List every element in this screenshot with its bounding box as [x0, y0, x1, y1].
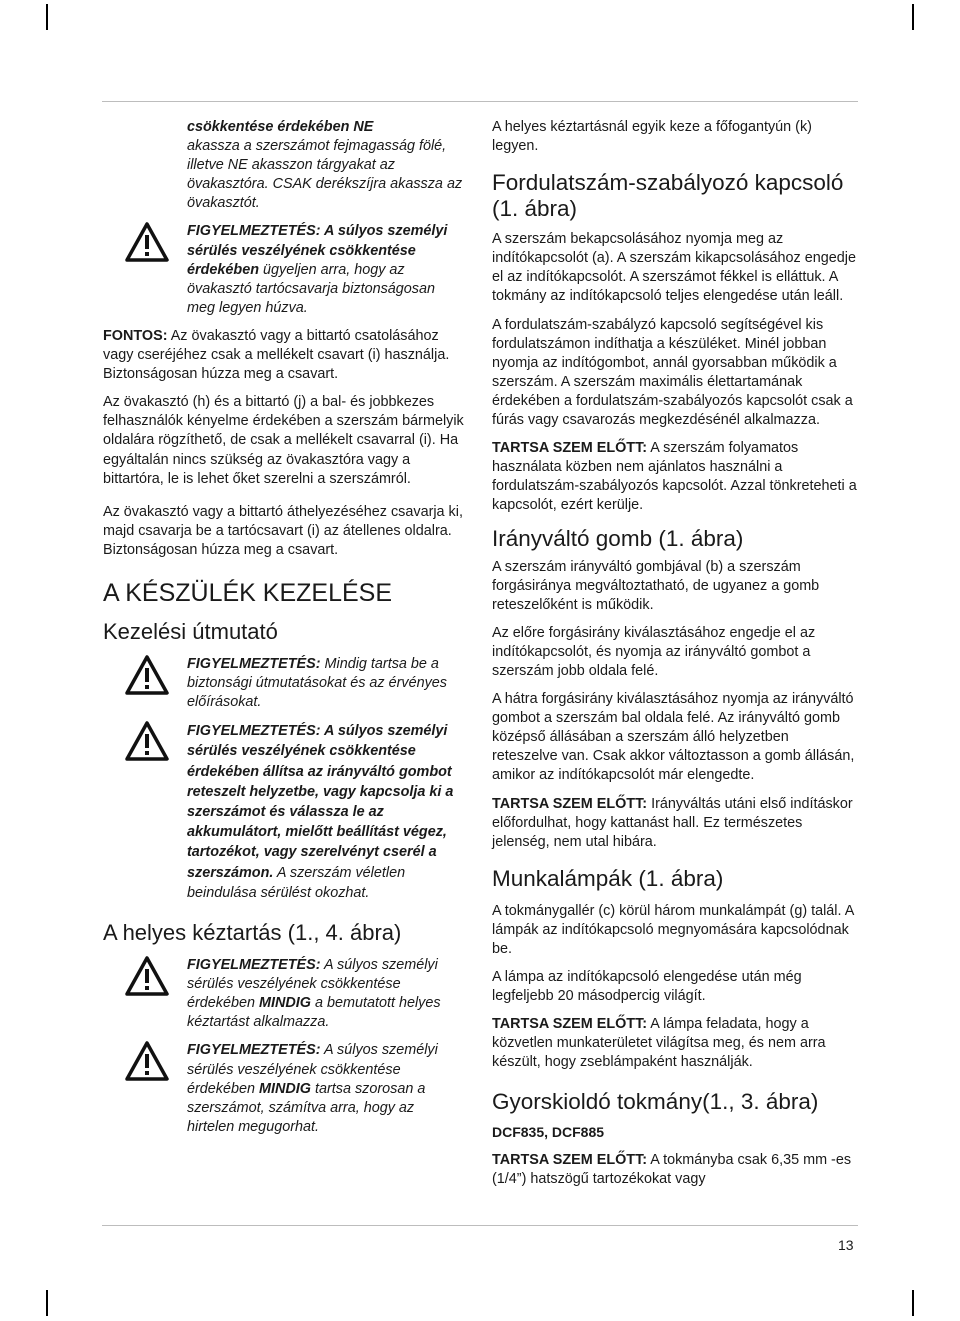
top-rule — [102, 101, 858, 102]
body-paragraph: Az övakasztó vagy a bittartó áthelyezéséhez csavarja ki, majd csavarja be a tartócsavart (i) az átellenes oldalra. Biztonságosan húzza meg a csavart. — [103, 503, 463, 558]
note-label: TARTSA SZEM ELŐTT: — [492, 440, 648, 457]
body-paragraph: A fordulatszám-szabályzó kapcsoló segítségével kis fordulatszámon indíthatja a készüléket. Minél jobban nyomja az indítógombot, annál gyorsabban működik a szerszám. A szerszám maximális élettartamának érdekében a fordulatszám-szabályozós kapcsolót csak a fúrás vagy csavarozás megkezdésénél alkalmazza. — [492, 316, 853, 429]
section-heading: A KÉSZÜLÉK KEZELÉSE — [103, 578, 393, 607]
crop-mark — [912, 4, 914, 30]
warning-lead: FIGYELMEZTETÉS: A súlyos személyi sérülés veszélyének csökkentése érdekében — [187, 223, 448, 278]
warning-text — [187, 118, 465, 213]
warning-body: ügyeljen arra, hogy az övakasztó tartócsavarja biztonságosan meg legyen húzva. — [187, 261, 435, 316]
warning-icon — [103, 1041, 187, 1081]
warning-lead: csökkentése érdekében NE — [187, 119, 374, 135]
subsection-heading: Fordulatszám-szabályozó kapcsoló (1. ábra) — [492, 170, 844, 222]
warning-text — [187, 222, 465, 317]
body-paragraph: A hátra forgásirány kiválasztásához nyomja az irányváltó gombot a szerszám bal oldala felé. Az irányváltó gomb középső állásában a szerszám álló helyzetben reteszelve van. Csak akkor változtasson a gomb állásán, amikor az indítókapcsolót már elengedte. — [492, 691, 855, 784]
body-paragraph: A helyes kéztartásnál egyik keze a főfogantyún (k) legyen. — [492, 119, 812, 155]
warning-lead: FIGYELMEZTETÉS: — [187, 655, 321, 672]
body-paragraph: A szerszám irányváltó gombjával (b) a szerszám forgásiránya megváltoztatható, de ugyanez a gomb reteszelőként is működik. — [492, 558, 820, 613]
note-label: TARTSA SZEM ELŐTT: — [492, 1151, 648, 1168]
note-text: A szerszám folyamatos használata közben nem ajánlatos használni a fordulatszám-szabályozós kapcsolót. Azzal tönkreteheti a kapcsolót, ezért kerülje. — [492, 440, 857, 514]
body-paragraph: A szerszám bekapcsolásához nyomja meg az indítókapcsolót (a). A szerszám kikapcsolásához engedje el az indítókapcsolót. A szerszámot fékkel is elláttuk. A tokmány az indítókapcsoló teljes elengedése után leáll. — [492, 231, 856, 305]
subsection-heading: Irányváltó gomb (1. ábra) — [492, 525, 744, 551]
subsection-heading: Munkalámpák (1. ábra) — [492, 865, 724, 891]
note-text: Az övakasztó vagy a bittartó csatolásához vagy cseréjéhez csak a mellékelt csavart (i) használja. Biztonságosan húzza meg a csavart. — [103, 327, 450, 383]
body-paragraph: A lámpa az indítókapcsoló elengedése után még legfeljebb 20 másodpercig világít. — [492, 969, 802, 1005]
note-text: A lámpa feladata, hogy a közvetlen munkaterületet világítsa meg, és nem arra készült, hogy zseblámpaként használják. — [492, 1016, 826, 1071]
warning-lead: FIGYELMEZTETÉS: — [187, 1042, 321, 1059]
warning-body: a bemutatott helyes kéztartást alkalmazza. — [187, 995, 441, 1031]
warning-body: tartsa szorosan a szerszámot, számítva arra, hogy az hirtelen megugorhat. — [187, 1080, 426, 1135]
note-text: Irányváltás utáni első indításkor előfordulhat, hogy kattanást hall. Ez természetes jelenség, nem utal hibára. — [492, 795, 853, 850]
right-column — [492, 118, 858, 1189]
warning-emphasis: MINDIG — [259, 995, 311, 1012]
warning-block — [103, 721, 465, 903]
warning-block — [103, 655, 465, 712]
bottom-rule — [102, 1225, 858, 1226]
body-paragraph: Az előre forgásirány kiválasztásához engedje el az indítókapcsolót, és nyomja az irányváltó gombot a szerszám jobb oldala felé. — [492, 624, 816, 679]
note-label: FONTOS: — [103, 327, 168, 344]
crop-mark — [46, 4, 48, 30]
subsection-heading: A helyes kéztartás (1., 4. ábra) — [103, 920, 402, 946]
page-number: 13 — [838, 1237, 854, 1253]
body-paragraph: Az övakasztó (h) és a bittartó (j) a bal- és jobbkezes felhasználók kényelme érdekében a szerszám bármelyik oldalára rögzíthető, de csak a mellékelt csavarral (i). Ha egyáltalán nincs szükség az övakasztóra vagy a bittartóra, le is lehet őket szerelni a szerszámról. — [103, 394, 464, 487]
warning-text — [187, 721, 465, 903]
left-column — [103, 118, 465, 1137]
note-paragraph — [492, 1015, 858, 1072]
warning-body: akassza a szerszámot fejmagasság fölé, illetve NE akasszon tárgyakat az övakasztóra. CSAK derékszíjra akassza az övakasztót. — [187, 138, 463, 212]
crop-mark — [912, 1290, 914, 1316]
warning-emphasis: MINDIG — [259, 1080, 311, 1097]
note-label: TARTSA SZEM ELŐTT: — [492, 795, 648, 812]
note-paragraph — [492, 795, 858, 852]
body-paragraph: A tokmánygallér (c) körül három munkalámpát (g) talál. A lámpák az indítókapcsoló megnyomására kapcsolódnak be. — [492, 902, 854, 957]
warning-block — [103, 118, 465, 213]
warning-icon — [103, 721, 187, 761]
note-paragraph — [492, 1151, 858, 1189]
warning-block — [103, 1041, 465, 1136]
model-list: DCF835, DCF885 — [492, 1123, 605, 1140]
warning-icon — [103, 956, 187, 996]
note-text: A tokmányba csak 6,35 mm -es (1/4”) hatszögű tartozékokat vagy — [492, 1151, 852, 1187]
warning-block — [103, 222, 465, 317]
important-note — [103, 327, 465, 384]
subsection-heading: Gyorskioldó tokmány(1., 3. ábra) — [492, 1088, 819, 1114]
warning-body: A súlyos személyi sérülés veszélyének csökkentése érdekében — [187, 957, 438, 1012]
warning-body: Mindig tartsa be a biztonsági útmutatásokat és az érvényes előírásokat. — [187, 655, 447, 711]
subsection-heading: Kezelési útmutató — [103, 618, 278, 644]
warning-block — [103, 956, 465, 1032]
warning-body: A szerszám véletlen beindulása sérülést okozhat. — [187, 864, 406, 901]
warning-icon — [103, 655, 187, 695]
warning-text — [187, 1041, 465, 1136]
note-paragraph — [492, 439, 858, 515]
warning-lead: FIGYELMEZTETÉS: A súlyos személyi sérülés veszélyének csökkentése érdekében állítsa az irányváltó gombot reteszelt helyzetbe, vagy kapcsolja ki a szerszámot és válassza le az akkumulátort, mielőtt beállítást végez, tartozékot, vagy szerelvényt cserél a szerszámon. — [187, 723, 454, 881]
warning-text — [187, 655, 465, 712]
warning-icon — [103, 222, 187, 262]
warning-text — [187, 956, 465, 1032]
crop-mark — [46, 1290, 48, 1316]
warning-body: A súlyos személyi sérülés veszélyének csökkentése érdekében — [187, 1042, 438, 1097]
note-label: TARTSA SZEM ELŐTT: — [492, 1016, 648, 1033]
warning-lead: FIGYELMEZTETÉS: — [187, 957, 321, 974]
